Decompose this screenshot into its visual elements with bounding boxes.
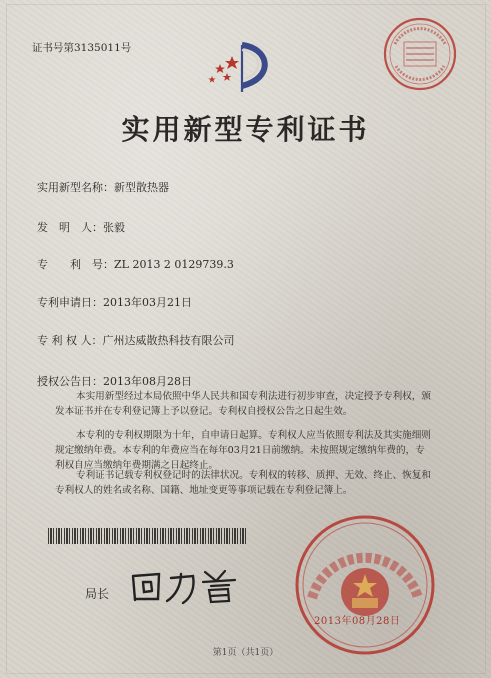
grant-date-field: 授权公告日：2013年08月28日 [37,375,192,388]
paragraph-line: 专利证书记载专利权登记时的法律状况。专利权的转移、质押、无效、终止、恢复和 [76,470,431,481]
paragraph-line: 利权自应当缴纳年费期满之日起终止。 [55,460,219,471]
utility-model-name-field: 实用新型名称：新型散热器 [37,181,169,194]
inventor-field: 发 明 人：张毅 [37,221,125,234]
paragraph-line: 本实用新型经过本局依照中华人民共和国专利法进行初步审查，决定授予专利权，颁 [76,391,431,402]
paragraph-line: 发本证书并在专利登记簿上予以登记。专利权自授权公告之日起生效。 [55,406,353,417]
certificate-title: 实用新型专利证书 [121,113,370,146]
director-label: 局长 [85,587,110,601]
page-footer: 第1页（共1页） [212,648,279,658]
term-paragraph [55,428,445,473]
company-stamp [380,14,460,94]
patentee-field: 专 利 权 人：广州达威散热科技有限公司 [37,334,235,347]
legal-status-paragraph [55,468,445,498]
paragraph-line: 规定缴纳年费。本专利的年费应当在每年03月21日前缴纳。未按照规定缴纳年费的，专 [55,445,425,456]
seal-date: 2013年08月28日 [314,616,401,627]
barcode [48,528,248,544]
paragraph-line: 专利权人的姓名或名称、国籍、地址变更等事项记载在专利登记簿上。 [55,485,353,496]
patent-number-field: 专 利 号：ZL 2013 2 0129739.3 [37,258,234,271]
sipo-logo-icon [202,40,282,95]
director-signature [125,566,245,606]
filing-date-field: 专利申请日：2013年03月21日 [37,296,192,309]
official-seal [290,510,440,660]
certificate-number: 证书号第3135011号 [32,42,132,54]
grant-paragraph [55,389,445,419]
paragraph-line: 本专利的专利权期限为十年，自申请日起算。专利权人应当依照专利法及其实施细则 [76,430,431,441]
